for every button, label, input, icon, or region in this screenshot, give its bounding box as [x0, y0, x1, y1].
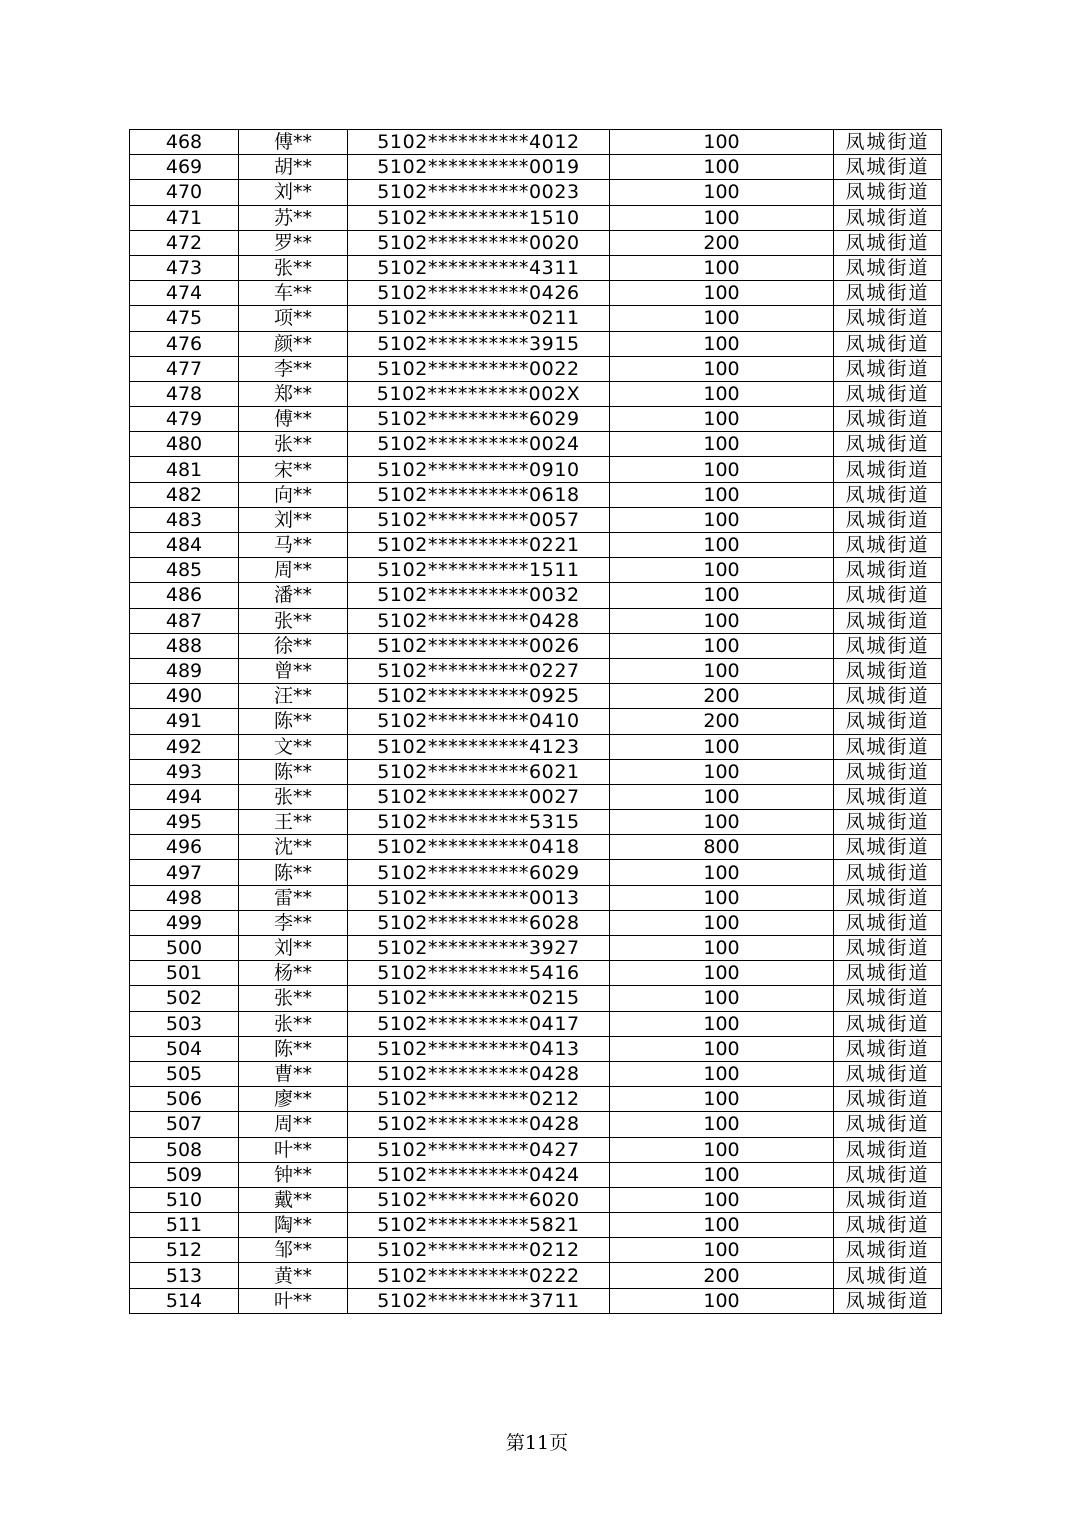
table-row — [130, 608, 942, 633]
table-row — [130, 961, 942, 986]
id-number-cell: 5102**********0032 — [348, 583, 610, 608]
id-number-cell: 5102**********0212 — [348, 1238, 610, 1263]
id-number-cell: 5102**********0212 — [348, 1087, 610, 1112]
amount-cell: 100 — [610, 961, 834, 986]
id-number-cell: 5102**********0227 — [348, 658, 610, 683]
table-row — [130, 1263, 942, 1288]
id-number-cell: 5102**********3927 — [348, 936, 610, 961]
serial-number-cell: 492 — [130, 734, 239, 759]
table-row — [130, 180, 942, 205]
name-cell: 潘** — [239, 583, 348, 608]
id-number-cell: 5102**********5315 — [348, 810, 610, 835]
id-number-cell: 5102**********0023 — [348, 180, 610, 205]
serial-number-cell: 477 — [130, 356, 239, 381]
amount-cell: 100 — [610, 180, 834, 205]
name-cell: 李** — [239, 356, 348, 381]
amount-cell: 100 — [610, 205, 834, 230]
amount-cell: 100 — [610, 1238, 834, 1263]
table-row — [130, 306, 942, 331]
amount-cell: 100 — [610, 1112, 834, 1137]
amount-cell: 100 — [610, 155, 834, 180]
amount-cell: 200 — [610, 1263, 834, 1288]
id-number-cell: 5102**********0410 — [348, 709, 610, 734]
serial-number-cell: 512 — [130, 1238, 239, 1263]
table-row — [130, 684, 942, 709]
name-cell: 周** — [239, 558, 348, 583]
serial-number-cell: 473 — [130, 255, 239, 280]
name-cell: 戴** — [239, 1187, 348, 1212]
serial-number-cell: 502 — [130, 986, 239, 1011]
table-row — [130, 633, 942, 658]
amount-cell: 100 — [610, 432, 834, 457]
table-row — [130, 709, 942, 734]
table-row — [130, 255, 942, 280]
amount-cell: 100 — [610, 759, 834, 784]
name-cell: 陶** — [239, 1213, 348, 1238]
subdistrict-cell: 凤城街道 — [834, 709, 942, 734]
subdistrict-cell: 凤城街道 — [834, 533, 942, 558]
serial-number-cell: 493 — [130, 759, 239, 784]
serial-number-cell: 488 — [130, 633, 239, 658]
serial-number-cell: 498 — [130, 885, 239, 910]
name-cell: 张** — [239, 784, 348, 809]
amount-cell: 100 — [610, 608, 834, 633]
id-number-cell: 5102**********5416 — [348, 961, 610, 986]
amount-cell: 100 — [610, 1187, 834, 1212]
subdistrict-cell: 凤城街道 — [834, 784, 942, 809]
serial-number-cell: 506 — [130, 1087, 239, 1112]
serial-number-cell: 500 — [130, 936, 239, 961]
subdistrict-cell: 凤城街道 — [834, 356, 942, 381]
amount-cell: 100 — [610, 936, 834, 961]
name-cell: 曾** — [239, 658, 348, 683]
table-row — [130, 835, 942, 860]
name-cell: 钟** — [239, 1162, 348, 1187]
id-number-cell: 5102**********6020 — [348, 1187, 610, 1212]
serial-number-cell: 496 — [130, 835, 239, 860]
table-row — [130, 507, 942, 532]
id-number-cell: 5102**********002X — [348, 381, 610, 406]
subdistrict-cell: 凤城街道 — [834, 1137, 942, 1162]
serial-number-cell: 514 — [130, 1288, 239, 1313]
serial-number-cell: 483 — [130, 507, 239, 532]
id-number-cell: 5102**********0427 — [348, 1137, 610, 1162]
amount-cell: 100 — [610, 1288, 834, 1313]
subdistrict-cell: 凤城街道 — [834, 1288, 942, 1313]
amount-cell: 100 — [610, 1137, 834, 1162]
name-cell: 颜** — [239, 331, 348, 356]
id-number-cell: 5102**********1510 — [348, 205, 610, 230]
name-cell: 张** — [239, 1011, 348, 1036]
id-number-cell: 5102**********3915 — [348, 331, 610, 356]
name-cell: 项** — [239, 306, 348, 331]
name-cell: 傅** — [239, 130, 348, 155]
id-number-cell: 5102**********4012 — [348, 130, 610, 155]
amount-cell: 100 — [610, 306, 834, 331]
amount-cell: 100 — [610, 381, 834, 406]
id-number-cell: 5102**********6029 — [348, 407, 610, 432]
name-cell: 刘** — [239, 180, 348, 205]
amount-cell: 100 — [610, 734, 834, 759]
table-row — [130, 936, 942, 961]
subdistrict-cell: 凤城街道 — [834, 331, 942, 356]
amount-cell: 100 — [610, 1087, 834, 1112]
table-row — [130, 1011, 942, 1036]
serial-number-cell: 510 — [130, 1187, 239, 1212]
name-cell: 廖** — [239, 1087, 348, 1112]
table-row — [130, 1288, 942, 1313]
subdistrict-cell: 凤城街道 — [834, 583, 942, 608]
table-row — [130, 1162, 942, 1187]
table-row — [130, 230, 942, 255]
subdistrict-cell: 凤城街道 — [834, 1187, 942, 1212]
table-row — [130, 1087, 942, 1112]
name-cell: 李** — [239, 910, 348, 935]
table-body — [130, 130, 942, 1314]
id-number-cell: 5102**********0910 — [348, 457, 610, 482]
serial-number-cell: 474 — [130, 281, 239, 306]
serial-number-cell: 495 — [130, 810, 239, 835]
serial-number-cell: 486 — [130, 583, 239, 608]
amount-cell: 100 — [610, 130, 834, 155]
subdistrict-cell: 凤城街道 — [834, 1263, 942, 1288]
table-row — [130, 759, 942, 784]
table-row — [130, 533, 942, 558]
serial-number-cell: 487 — [130, 608, 239, 633]
subdistrict-cell: 凤城街道 — [834, 936, 942, 961]
name-cell: 陈** — [239, 860, 348, 885]
subdistrict-cell: 凤城街道 — [834, 381, 942, 406]
amount-cell: 100 — [610, 1036, 834, 1061]
subdistrict-cell: 凤城街道 — [834, 860, 942, 885]
subdistrict-cell: 凤城街道 — [834, 1112, 942, 1137]
amount-cell: 100 — [610, 1213, 834, 1238]
serial-number-cell: 471 — [130, 205, 239, 230]
id-number-cell: 5102**********0026 — [348, 633, 610, 658]
name-cell: 周** — [239, 1112, 348, 1137]
name-cell: 刘** — [239, 507, 348, 532]
table-row — [130, 130, 942, 155]
amount-cell: 100 — [610, 885, 834, 910]
subdistrict-cell: 凤城街道 — [834, 130, 942, 155]
table-row — [130, 860, 942, 885]
name-cell: 叶** — [239, 1288, 348, 1313]
table-row — [130, 885, 942, 910]
id-number-cell: 5102**********1511 — [348, 558, 610, 583]
name-cell: 宋** — [239, 457, 348, 482]
table-row — [130, 482, 942, 507]
id-number-cell: 5102**********0221 — [348, 533, 610, 558]
amount-cell: 100 — [610, 986, 834, 1011]
name-cell: 汪** — [239, 684, 348, 709]
table-row — [130, 407, 942, 432]
serial-number-cell: 505 — [130, 1061, 239, 1086]
subdistrict-cell: 凤城街道 — [834, 558, 942, 583]
table-row — [130, 432, 942, 457]
table-row — [130, 331, 942, 356]
subdistrict-cell: 凤城街道 — [834, 835, 942, 860]
amount-cell: 100 — [610, 507, 834, 532]
id-number-cell: 5102**********0057 — [348, 507, 610, 532]
name-cell: 罗** — [239, 230, 348, 255]
serial-number-cell: 490 — [130, 684, 239, 709]
subdistrict-cell: 凤城街道 — [834, 1162, 942, 1187]
name-cell: 张** — [239, 432, 348, 457]
name-cell: 文** — [239, 734, 348, 759]
id-number-cell: 5102**********0215 — [348, 986, 610, 1011]
serial-number-cell: 469 — [130, 155, 239, 180]
subdistrict-cell: 凤城街道 — [834, 608, 942, 633]
name-cell: 曹** — [239, 1061, 348, 1086]
name-cell: 张** — [239, 986, 348, 1011]
subdistrict-cell: 凤城街道 — [834, 432, 942, 457]
name-cell: 王** — [239, 810, 348, 835]
name-cell: 杨** — [239, 961, 348, 986]
id-number-cell: 5102**********0428 — [348, 608, 610, 633]
table-row — [130, 910, 942, 935]
id-number-cell: 5102**********0022 — [348, 356, 610, 381]
serial-number-cell: 507 — [130, 1112, 239, 1137]
subdistrict-cell: 凤城街道 — [834, 281, 942, 306]
name-cell: 陈** — [239, 709, 348, 734]
serial-number-cell: 468 — [130, 130, 239, 155]
name-cell: 张** — [239, 255, 348, 280]
name-cell: 陈** — [239, 1036, 348, 1061]
page-number: 第11页 — [505, 1432, 569, 1454]
subdistrict-cell: 凤城街道 — [834, 180, 942, 205]
subdistrict-cell: 凤城街道 — [834, 1036, 942, 1061]
amount-cell: 100 — [610, 533, 834, 558]
subdistrict-cell: 凤城街道 — [834, 986, 942, 1011]
table-row — [130, 784, 942, 809]
table-row — [130, 658, 942, 683]
amount-cell: 200 — [610, 230, 834, 255]
subdistrict-cell: 凤城街道 — [834, 1238, 942, 1263]
id-number-cell: 5102**********3711 — [348, 1288, 610, 1313]
serial-number-cell: 480 — [130, 432, 239, 457]
amount-cell: 200 — [610, 684, 834, 709]
name-cell: 马** — [239, 533, 348, 558]
subdistrict-cell: 凤城街道 — [834, 734, 942, 759]
amount-cell: 100 — [610, 860, 834, 885]
serial-number-cell: 509 — [130, 1162, 239, 1187]
serial-number-cell: 494 — [130, 784, 239, 809]
id-number-cell: 5102**********0426 — [348, 281, 610, 306]
amount-cell: 800 — [610, 835, 834, 860]
id-number-cell: 5102**********0211 — [348, 306, 610, 331]
amount-cell: 100 — [610, 784, 834, 809]
subdistrict-cell: 凤城街道 — [834, 810, 942, 835]
name-cell: 徐** — [239, 633, 348, 658]
table-row — [130, 558, 942, 583]
subdistrict-cell: 凤城街道 — [834, 1087, 942, 1112]
table-row — [130, 281, 942, 306]
id-number-cell: 5102**********6029 — [348, 860, 610, 885]
table-row — [130, 1112, 942, 1137]
amount-cell: 100 — [610, 1162, 834, 1187]
amount-cell: 100 — [610, 910, 834, 935]
id-number-cell: 5102**********0925 — [348, 684, 610, 709]
name-cell: 叶** — [239, 1137, 348, 1162]
serial-number-cell: 501 — [130, 961, 239, 986]
subdistrict-cell: 凤城街道 — [834, 633, 942, 658]
table-row — [130, 155, 942, 180]
id-number-cell: 5102**********6021 — [348, 759, 610, 784]
amount-cell: 100 — [610, 331, 834, 356]
serial-number-cell: 470 — [130, 180, 239, 205]
name-cell: 向** — [239, 482, 348, 507]
amount-cell: 100 — [610, 810, 834, 835]
subdistrict-cell: 凤城街道 — [834, 885, 942, 910]
id-number-cell: 5102**********0424 — [348, 1162, 610, 1187]
table-row — [130, 583, 942, 608]
id-number-cell: 5102**********0013 — [348, 885, 610, 910]
serial-number-cell: 511 — [130, 1213, 239, 1238]
table-row — [130, 205, 942, 230]
amount-cell: 100 — [610, 457, 834, 482]
amount-cell: 100 — [610, 558, 834, 583]
name-cell: 胡** — [239, 155, 348, 180]
subdistrict-cell: 凤城街道 — [834, 230, 942, 255]
table-row — [130, 1238, 942, 1263]
table-row — [130, 1187, 942, 1212]
serial-number-cell: 479 — [130, 407, 239, 432]
amount-cell: 100 — [610, 281, 834, 306]
subdistrict-cell: 凤城街道 — [834, 1061, 942, 1086]
name-cell: 傅** — [239, 407, 348, 432]
table-row — [130, 1137, 942, 1162]
serial-number-cell: 499 — [130, 910, 239, 935]
id-number-cell: 5102**********0413 — [348, 1036, 610, 1061]
subsidy-list-table — [129, 129, 942, 1314]
subdistrict-cell: 凤城街道 — [834, 155, 942, 180]
amount-cell: 100 — [610, 255, 834, 280]
name-cell: 张** — [239, 608, 348, 633]
id-number-cell: 5102**********0428 — [348, 1112, 610, 1137]
subdistrict-cell: 凤城街道 — [834, 507, 942, 532]
serial-number-cell: 491 — [130, 709, 239, 734]
name-cell: 邹** — [239, 1238, 348, 1263]
id-number-cell: 5102**********0024 — [348, 432, 610, 457]
name-cell: 郑** — [239, 381, 348, 406]
serial-number-cell: 482 — [130, 482, 239, 507]
id-number-cell: 5102**********0428 — [348, 1061, 610, 1086]
amount-cell: 100 — [610, 583, 834, 608]
subdistrict-cell: 凤城街道 — [834, 482, 942, 507]
subdistrict-cell: 凤城街道 — [834, 684, 942, 709]
serial-number-cell: 497 — [130, 860, 239, 885]
serial-number-cell: 478 — [130, 381, 239, 406]
id-number-cell: 5102**********0020 — [348, 230, 610, 255]
name-cell: 刘** — [239, 936, 348, 961]
subdistrict-cell: 凤城街道 — [834, 658, 942, 683]
serial-number-cell: 475 — [130, 306, 239, 331]
subdistrict-cell: 凤城街道 — [834, 457, 942, 482]
amount-cell: 100 — [610, 658, 834, 683]
id-number-cell: 5102**********6028 — [348, 910, 610, 935]
table-row — [130, 381, 942, 406]
name-cell: 黄** — [239, 1263, 348, 1288]
id-number-cell: 5102**********4123 — [348, 734, 610, 759]
name-cell: 车** — [239, 281, 348, 306]
amount-cell: 100 — [610, 1061, 834, 1086]
id-number-cell: 5102**********0019 — [348, 155, 610, 180]
name-cell: 陈** — [239, 759, 348, 784]
subdistrict-cell: 凤城街道 — [834, 205, 942, 230]
subdistrict-cell: 凤城街道 — [834, 961, 942, 986]
amount-cell: 100 — [610, 633, 834, 658]
name-cell: 苏** — [239, 205, 348, 230]
table-row — [130, 1061, 942, 1086]
amount-cell: 200 — [610, 709, 834, 734]
subdistrict-cell: 凤城街道 — [834, 255, 942, 280]
amount-cell: 100 — [610, 1011, 834, 1036]
id-number-cell: 5102**********4311 — [348, 255, 610, 280]
table-row — [130, 1036, 942, 1061]
table-row — [130, 810, 942, 835]
subdistrict-cell: 凤城街道 — [834, 910, 942, 935]
serial-number-cell: 513 — [130, 1263, 239, 1288]
amount-cell: 100 — [610, 356, 834, 381]
id-number-cell: 5102**********0618 — [348, 482, 610, 507]
serial-number-cell: 472 — [130, 230, 239, 255]
serial-number-cell: 484 — [130, 533, 239, 558]
subdistrict-cell: 凤城街道 — [834, 306, 942, 331]
table-row — [130, 986, 942, 1011]
table-row — [130, 1213, 942, 1238]
id-number-cell: 5102**********0417 — [348, 1011, 610, 1036]
table-row — [130, 356, 942, 381]
subdistrict-cell: 凤城街道 — [834, 759, 942, 784]
subdistrict-cell: 凤城街道 — [834, 407, 942, 432]
id-number-cell: 5102**********0027 — [348, 784, 610, 809]
serial-number-cell: 504 — [130, 1036, 239, 1061]
serial-number-cell: 489 — [130, 658, 239, 683]
serial-number-cell: 485 — [130, 558, 239, 583]
table-row — [130, 734, 942, 759]
name-cell: 沈** — [239, 835, 348, 860]
serial-number-cell: 476 — [130, 331, 239, 356]
amount-cell: 100 — [610, 407, 834, 432]
subdistrict-cell: 凤城街道 — [834, 1011, 942, 1036]
id-number-cell: 5102**********0222 — [348, 1263, 610, 1288]
id-number-cell: 5102**********5821 — [348, 1213, 610, 1238]
subdistrict-cell: 凤城街道 — [834, 1213, 942, 1238]
amount-cell: 100 — [610, 482, 834, 507]
serial-number-cell: 508 — [130, 1137, 239, 1162]
serial-number-cell: 481 — [130, 457, 239, 482]
table-row — [130, 457, 942, 482]
name-cell: 雷** — [239, 885, 348, 910]
id-number-cell: 5102**********0418 — [348, 835, 610, 860]
serial-number-cell: 503 — [130, 1011, 239, 1036]
